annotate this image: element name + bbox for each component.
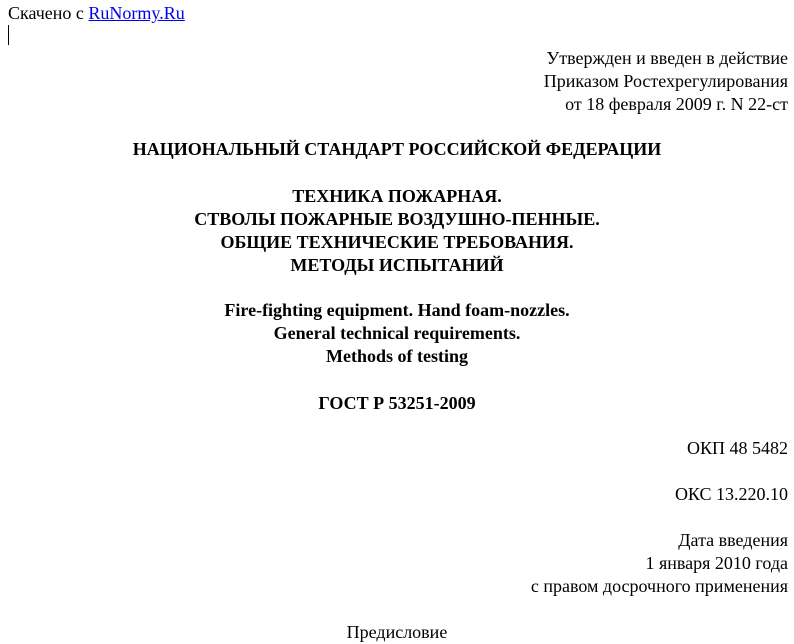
title-ru	[0, 185, 794, 277]
approval-line-1: Утвержден и введен в действие	[546, 48, 788, 68]
text-cursor	[8, 25, 9, 45]
approval-line-2: Приказом Ростехрегулирования	[543, 71, 788, 91]
oks-code: ОКС 13.220.10	[674, 484, 788, 504]
approval-block	[544, 47, 788, 116]
approval-line-3: от 18 февраля 2009 г. N 22-ст	[565, 94, 788, 114]
standard-heading: НАЦИОНАЛЬНЫЙ СТАНДАРТ РОССИЙСКОЙ ФЕДЕРАЦИИ	[132, 139, 662, 159]
title-ru-line-1: ТЕХНИКА ПОЖАРНАЯ.	[292, 186, 502, 206]
title-ru-line-2: СТВОЛЫ ПОЖАРНЫЕ ВОЗДУШНО-ПЕННЫЕ.	[194, 209, 600, 229]
okp-code: ОКП 48 5482	[686, 438, 788, 458]
title-en-line-3: Methods of testing	[326, 346, 468, 366]
title-ru-line-3: ОБЩИЕ ТЕХНИЧЕСКИЕ ТРЕБОВАНИЯ.	[220, 232, 574, 252]
title-en	[0, 299, 794, 368]
introduction-line-1: Дата введения	[678, 530, 788, 550]
source-link[interactable]: RuNormy.Ru	[88, 3, 185, 23]
source-prefix: Скачено с	[8, 3, 84, 23]
title-ru-line-4: МЕТОДЫ ИСПЫТАНИЙ	[290, 255, 504, 275]
introduction-line-2: 1 января 2010 года	[645, 553, 788, 573]
title-en-line-1: Fire-fighting equipment. Hand foam-nozzles.	[224, 300, 570, 320]
source-line	[8, 2, 185, 25]
title-en-line-2: General technical requirements.	[273, 323, 521, 343]
foreword-heading: Предисловие	[346, 622, 448, 642]
introduction-line-3: с правом досрочного применения	[530, 576, 788, 596]
gost-number: ГОСТ Р 53251-2009	[318, 393, 476, 413]
introduction-date-block	[531, 529, 788, 598]
